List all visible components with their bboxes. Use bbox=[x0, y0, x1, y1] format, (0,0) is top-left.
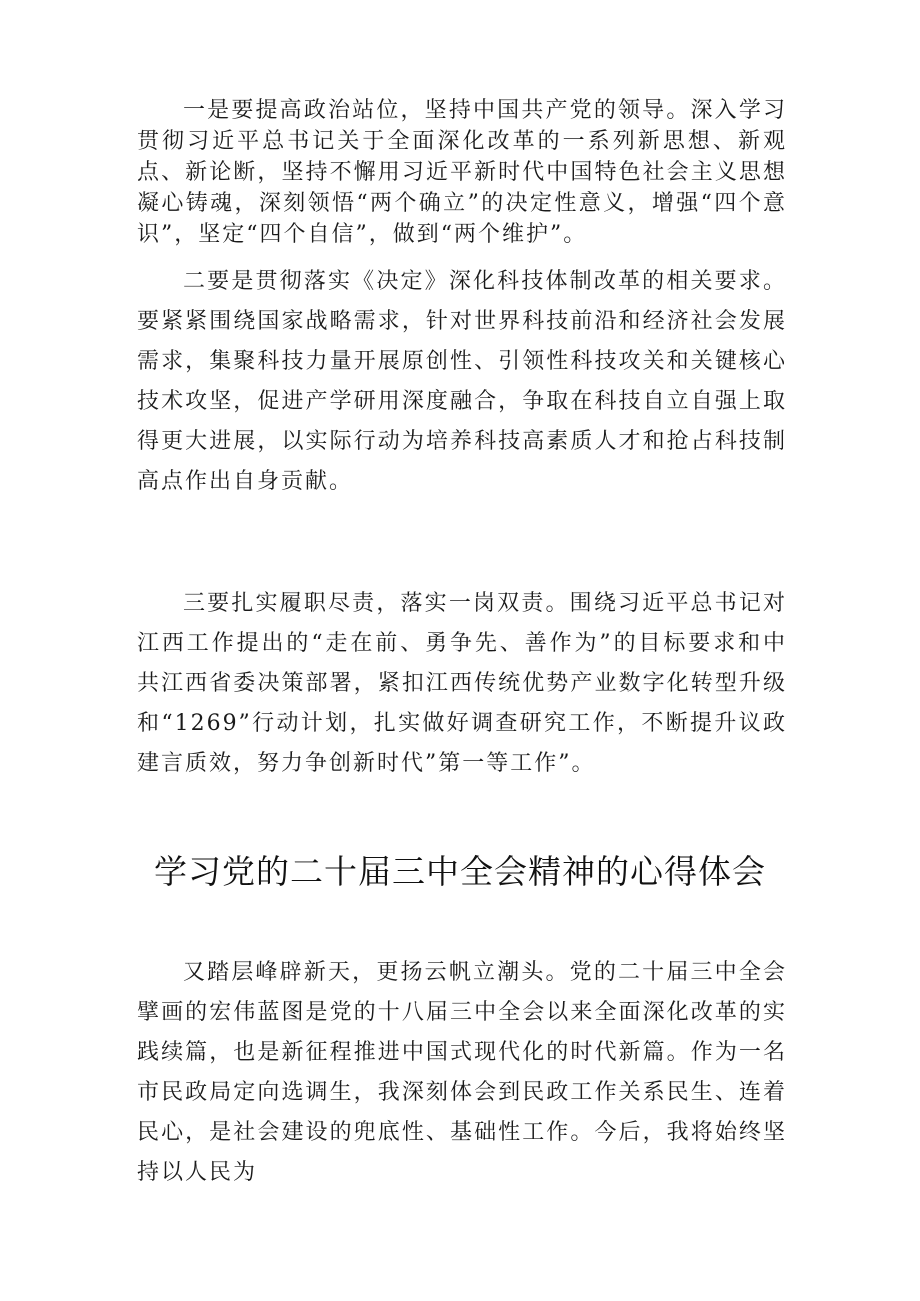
paragraph-duty: 三要扎实履职尽责，落实一岗双责。围绕习近平总书记对江西工作提出的“走在前、勇争先、善作为”的目标要求和中共江西省委决策部署，紧扣江西传统优势产业数字化转型升级和“1269”行动计划，扎实做好调查研究工作，不断提升议政建言质效，努力争创新时代”第一等工作”。 bbox=[137, 591, 787, 776]
paragraph-tech-reform: 二要是贯彻落实《决定》深化科技体制改革的相关要求。要紧紧围绕国家战略需求，针对世界科技前沿和经济社会发展需求，集聚科技力量开展原创性、引领性科技攻关和关键核心技术攻坚，促进产学研用深度融合，争取在科技自立自强上取得更大进展，以实际行动为培养科技高素质人才和抢占科技制高点作出自身贡献。 bbox=[137, 269, 787, 494]
paragraph-reflection: 又踏层峰辟新天，更扬云帆立潮头。党的二十届三中全会擘画的宏伟蓝图是党的十八届三中全会以来全面深化改革的实践续篇，也是新征程推进中国式现代化的时代新篇。作为一名市民政局定向选调生，我深刻体会到民政工作关系民生、连着民心，是社会建设的兜底性、基础性工作。今后，我将始终坚持以人民为 bbox=[137, 960, 787, 1185]
section-title: 学习党的二十届三中全会精神的心得体会 bbox=[154, 852, 766, 891]
paragraph-political-stance: 一是要提高政治站位，坚持中国共产党的领导。深入学习贯彻习近平总书记关于全面深化改革的一系列新思想、新观点、新论断，坚持不懈用习近平新时代中国特色社会主义思想凝心铸魂，深刻领悟“两个确立”的决定性意义，增强“四个意识”，坚定“四个自信”，做到“两个维护”。 bbox=[137, 98, 787, 247]
